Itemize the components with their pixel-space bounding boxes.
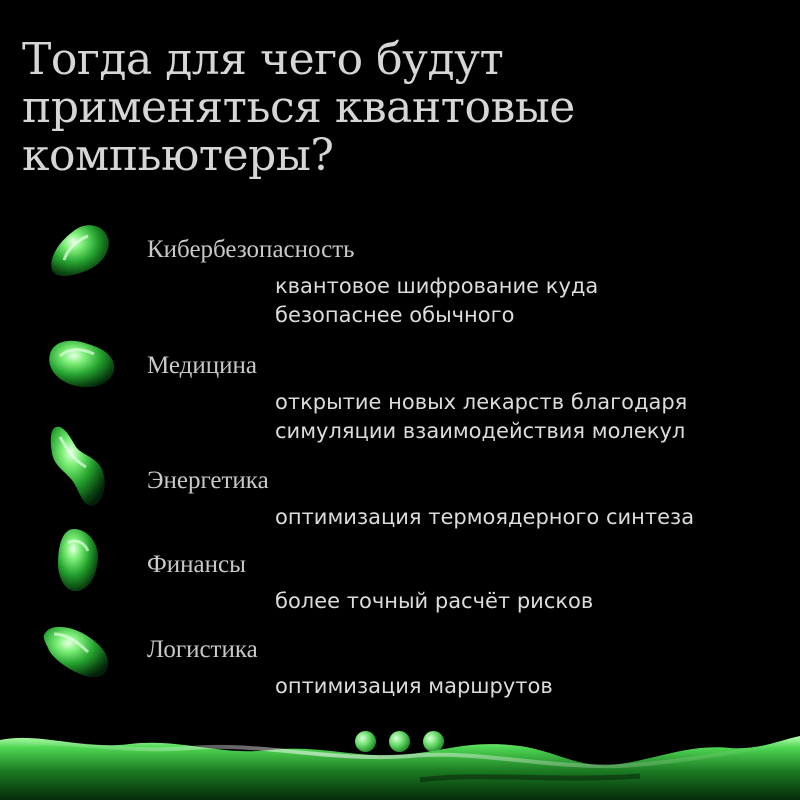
- green-liquid-wave: [0, 710, 800, 800]
- title-line: компьютеры?: [22, 130, 334, 181]
- item-title: Кибербезопасность: [147, 236, 355, 263]
- green-gem-icon: [44, 220, 114, 280]
- item-description-line: оптимизация маршрутов: [275, 674, 553, 698]
- item-description: [275, 272, 598, 330]
- item-description-line: оптимизация термоядерного синтеза: [275, 505, 695, 529]
- item-description-line: открытие новых лекарств благодаря: [275, 390, 688, 414]
- page-title: [22, 36, 782, 180]
- item-description-line: безопаснее обычного: [275, 303, 515, 327]
- item-description: [275, 672, 553, 701]
- green-gem-icon: [44, 334, 120, 392]
- item-title: Логистика: [147, 636, 258, 663]
- item-description-line: квантовое шифрование куда: [275, 274, 599, 298]
- item-title: Энергетика: [147, 467, 269, 494]
- item-description: [275, 503, 694, 532]
- item-description-line: симуляции взаимодействия молекул: [275, 419, 686, 443]
- title-line: Тогда для чего будут: [22, 34, 504, 85]
- item-description-line: более точный расчёт рисков: [275, 589, 594, 613]
- green-gem-icon: [54, 527, 102, 593]
- title-line: применяться квантовые: [22, 82, 575, 133]
- item-title: Финансы: [147, 551, 246, 578]
- item-description: [275, 388, 687, 446]
- green-gem-icon: [46, 423, 110, 509]
- item-title: Медицина: [147, 352, 257, 379]
- item-description: [275, 587, 593, 616]
- green-gem-icon: [42, 622, 114, 680]
